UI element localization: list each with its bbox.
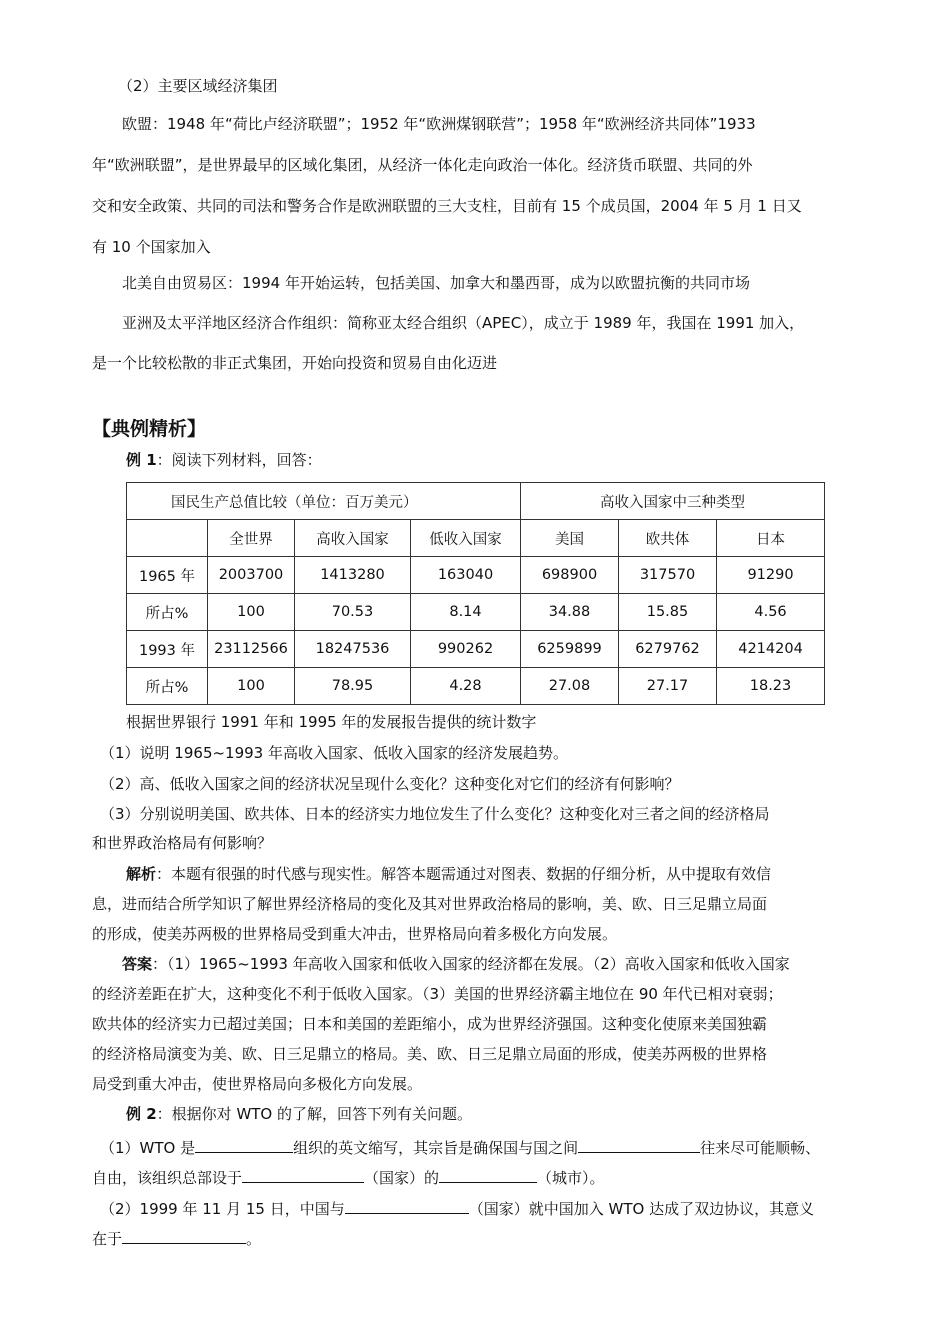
table-cell: 23112566 [208,631,295,668]
q1-text: （1）WTO 是 [100,1139,196,1157]
apec-paragraph-line: 亚洲及太平洋地区经济合作组织：简称亚太经合组织（APEC），成立于 1989 年，我国在 1991 加入， [122,314,805,332]
table-cell: 698900 [521,557,619,594]
blank-significance[interactable] [122,1227,246,1244]
answer-label: 答案 [122,955,153,973]
table-cell: 70.53 [295,594,411,631]
row-label: 1965 年 [127,557,208,594]
blank-partner-country[interactable] [345,1197,469,1214]
table-group-left: 国民生产总值比较（单位：百万美元） [127,483,521,520]
analysis-text: ：本题有很强的时代感与现实性。解答本题需通过对图表、数据的仔细分析，从中提取有效信 [156,865,772,883]
table-cell: 6259899 [521,631,619,668]
table-cell: 27.08 [521,668,619,705]
table-header-row [127,483,825,520]
column-header: 低收入国家 [411,520,521,557]
table-cell: 317570 [619,557,717,594]
table-cell: 15.85 [619,594,717,631]
example2-question-2 [100,1197,814,1219]
table-cell: 4.28 [411,668,521,705]
table-cell: 6279762 [619,631,717,668]
q2-text: （国家）就中国加入 WTO 达成了双边协议，其意义 [468,1200,815,1218]
apec-paragraph-line: 是一个比较松散的非正式集团，开始向投资和贸易自由化迈进 [92,354,498,372]
analysis-label: 解析 [126,865,157,883]
blank-trade-type[interactable] [578,1136,700,1153]
gnp-table [126,482,825,705]
eu-paragraph-line: 有 10 个国家加入 [92,238,211,256]
row-label: 所占% [127,594,208,631]
blank-country[interactable] [242,1166,364,1183]
table-row [127,594,825,631]
table-cell: 18247536 [295,631,411,668]
q2-text: 。 [246,1230,262,1248]
table-row [127,668,825,705]
table-cell: 8.14 [411,594,521,631]
table-corner [127,520,208,557]
table-cell: 2003700 [208,557,295,594]
analysis-line: 息，进而结合所学知识了解世界经济格局的变化及其对世界政治格局的影响，美、欧、日三足鼎立局面 [92,895,768,913]
nafta-paragraph: 北美自由贸易区：1994 年开始运转，包括美国、加拿大和墨西哥，成为以欧盟抗衡的共同市场 [122,274,750,292]
answer-line: 局受到重大冲击，使世界格局向多极化方向发展。 [92,1075,423,1093]
column-header: 高收入国家 [295,520,411,557]
blank-organization-name[interactable] [195,1136,293,1153]
table-group-right: 高收入国家中三种类型 [521,483,825,520]
answer-line: 的经济格局演变为美、欧、日三足鼎立的格局。美、欧、日三足鼎立局面的形成，使美苏两极的世界格 [92,1045,768,1063]
table-cell: 34.88 [521,594,619,631]
table-cell: 4.56 [717,594,825,631]
table-source: 根据世界银行 1991 年和 1995 年的发展报告提供的统计数字 [126,713,537,731]
table-cell: 27.17 [619,668,717,705]
analysis-line [126,864,771,884]
example2-label: 例 2 [126,1105,157,1123]
example1-question-1: （1）说明 1965~1993 年高收入国家、低收入国家的经济发展趋势。 [100,744,568,762]
table-cell: 990262 [411,631,521,668]
answer-line [122,954,790,974]
q1-text: 组织的英文缩写，其宗旨是确保国与国之间 [293,1139,579,1157]
example1-question-3: （3）分别说明美国、欧共体、日本的经济实力地位发生了什么变化？这种变化对三者之间的经济格局 [100,805,770,823]
column-header: 全世界 [208,520,295,557]
q1-text: （国家）的 [364,1169,440,1187]
answer-line: 欧共体的经济实力已超过美国；日本和美国的差距缩小，成为世界经济强国。这种变化使原来美国独霸 [92,1015,768,1033]
table-header-row [127,520,825,557]
column-header: 日本 [717,520,825,557]
row-label: 1993 年 [127,631,208,668]
table-row [127,557,825,594]
example2-intro [126,1104,472,1124]
column-header: 美国 [521,520,619,557]
eu-paragraph-line: 欧盟：1948 年“荷比卢经济联盟”；1952 年“欧洲煤钢联营”；1958 年“欧洲经济共同体”1933 [122,115,756,133]
table-cell: 1413280 [295,557,411,594]
section-heading: （2）主要区域经济集团 [118,77,278,95]
table-cell: 4214204 [717,631,825,668]
answer-line: 的经济差距在扩大，这种变化不利于低收入国家。（3）美国的世界经济霸主地位在 90 年代已相对衰弱； [92,985,783,1003]
column-header: 欧共体 [619,520,717,557]
example1-intro-text: ：阅读下列材料，回答： [156,451,322,469]
analysis-line: 的形成，使美苏两极的世界格局受到重大冲击，世界格局向着多极化方向发展。 [92,925,618,943]
q1-text: 往来尽可能顺畅、 [700,1139,821,1157]
row-label: 所占% [127,668,208,705]
q2-text: 在于 [92,1230,123,1248]
table-cell: 78.95 [295,668,411,705]
example2-intro-text: ：根据你对 WTO 的了解，回答下列有关问题。 [156,1105,473,1123]
table-cell: 100 [208,668,295,705]
table-cell: 18.23 [717,668,825,705]
q1-text: （城市）。 [537,1169,605,1187]
example2-question-1 [100,1136,820,1158]
example1-intro [126,450,322,470]
example1-question-3: 和世界政治格局有何影响？ [92,834,273,852]
example1-label: 例 1 [126,451,157,469]
blank-city[interactable] [439,1166,537,1183]
q2-text: （2）1999 年 11 月 15 日，中国与 [100,1200,345,1218]
q1-text: 自由，该组织总部设于 [92,1169,243,1187]
table-row [127,631,825,668]
table-cell: 91290 [717,557,825,594]
answer-text: ：（1）1965~1993 年高收入国家和低收入国家的经济都在发展。（2）高收入国家和低收入国家 [152,955,790,973]
eu-paragraph-line: 年“欧洲联盟”，是世界最早的区域化集团，从经济一体化走向政治一体化。经济货币联盟、共同的外 [92,156,753,174]
examples-heading: 【典例精析】 [92,418,207,440]
example2-question-2-cont [92,1227,261,1249]
table-cell: 100 [208,594,295,631]
example2-question-1-cont [92,1166,605,1188]
example1-question-2: （2）高、低收入国家之间的经济状况呈现什么变化？这种变化对它们的经济有何影响？ [100,775,680,793]
table-cell: 163040 [411,557,521,594]
eu-paragraph-line: 交和安全政策、共同的司法和警务合作是欧洲联盟的三大支柱，目前有 15 个成员国，2004 年 5 月 1 日又 [92,197,802,215]
